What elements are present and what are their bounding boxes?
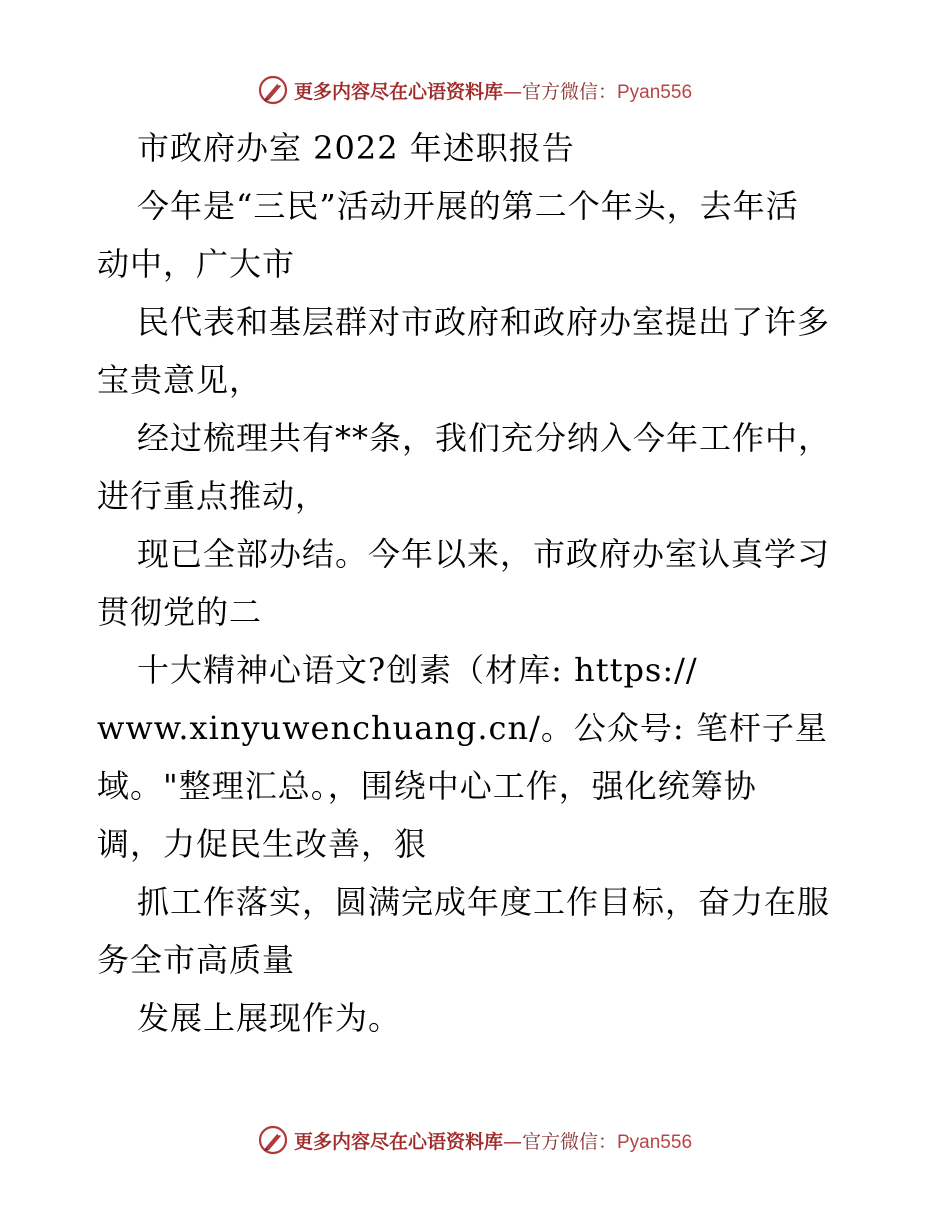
document-line: 务全市高质量 [97, 941, 296, 979]
banner-brand: 更多内容尽在心语资料库 [293, 80, 503, 103]
banner-brand: 更多内容尽在心语资料库 [293, 1130, 503, 1153]
document-line: 民代表和基层群对市政府和政府办室提出了许多 [137, 303, 831, 341]
document-line: 动中，广大市 [97, 245, 296, 283]
banner-official-label: 官方微信： [521, 1130, 617, 1153]
footer-banner [0, 1120, 950, 1160]
document-line: 抓工作落实，圆满完成年度工作目标，奋力在服 [137, 883, 831, 921]
document-line: 宝贵意见， [97, 361, 263, 399]
document-body [97, 119, 917, 1047]
document-line: www.xinyuwenchuang.cn/。公众号: 笔杆子星 [97, 709, 828, 747]
document-line: 域。"整理汇总。，围绕中心工作，强化统筹协 [97, 767, 757, 805]
banner-wechat-id: Pyan556 [617, 1131, 693, 1153]
document-line: 现已全部办结。今年以来，市政府办室认真学习 [137, 535, 831, 573]
pen-logo-icon [258, 1125, 288, 1155]
banner-text [294, 77, 692, 104]
document-line: 市政府办室 2022 年述职报告 [137, 129, 575, 167]
banner-separator: — [502, 80, 522, 103]
document-line: 贯彻党的二 [97, 593, 263, 631]
document-line: 十大精神心语文?创素（材库: https:// [137, 651, 698, 689]
document-line: 调，力促民生改善，狠 [97, 825, 428, 863]
document-line: 进行重点推动， [97, 477, 329, 515]
pen-logo-icon [258, 75, 288, 105]
document-line: 发展上展现作为。 [137, 999, 402, 1037]
banner-wechat-id: Pyan556 [617, 81, 693, 103]
document-line: 经过梳理共有**条，我们充分纳入今年工作中， [137, 419, 832, 457]
banner-separator: — [502, 1130, 522, 1153]
header-banner [0, 70, 950, 110]
document-line: 今年是“三民”活动开展的第二个年头，去年活 [137, 187, 799, 225]
banner-text [294, 1127, 692, 1154]
banner-official-label: 官方微信： [521, 80, 617, 103]
